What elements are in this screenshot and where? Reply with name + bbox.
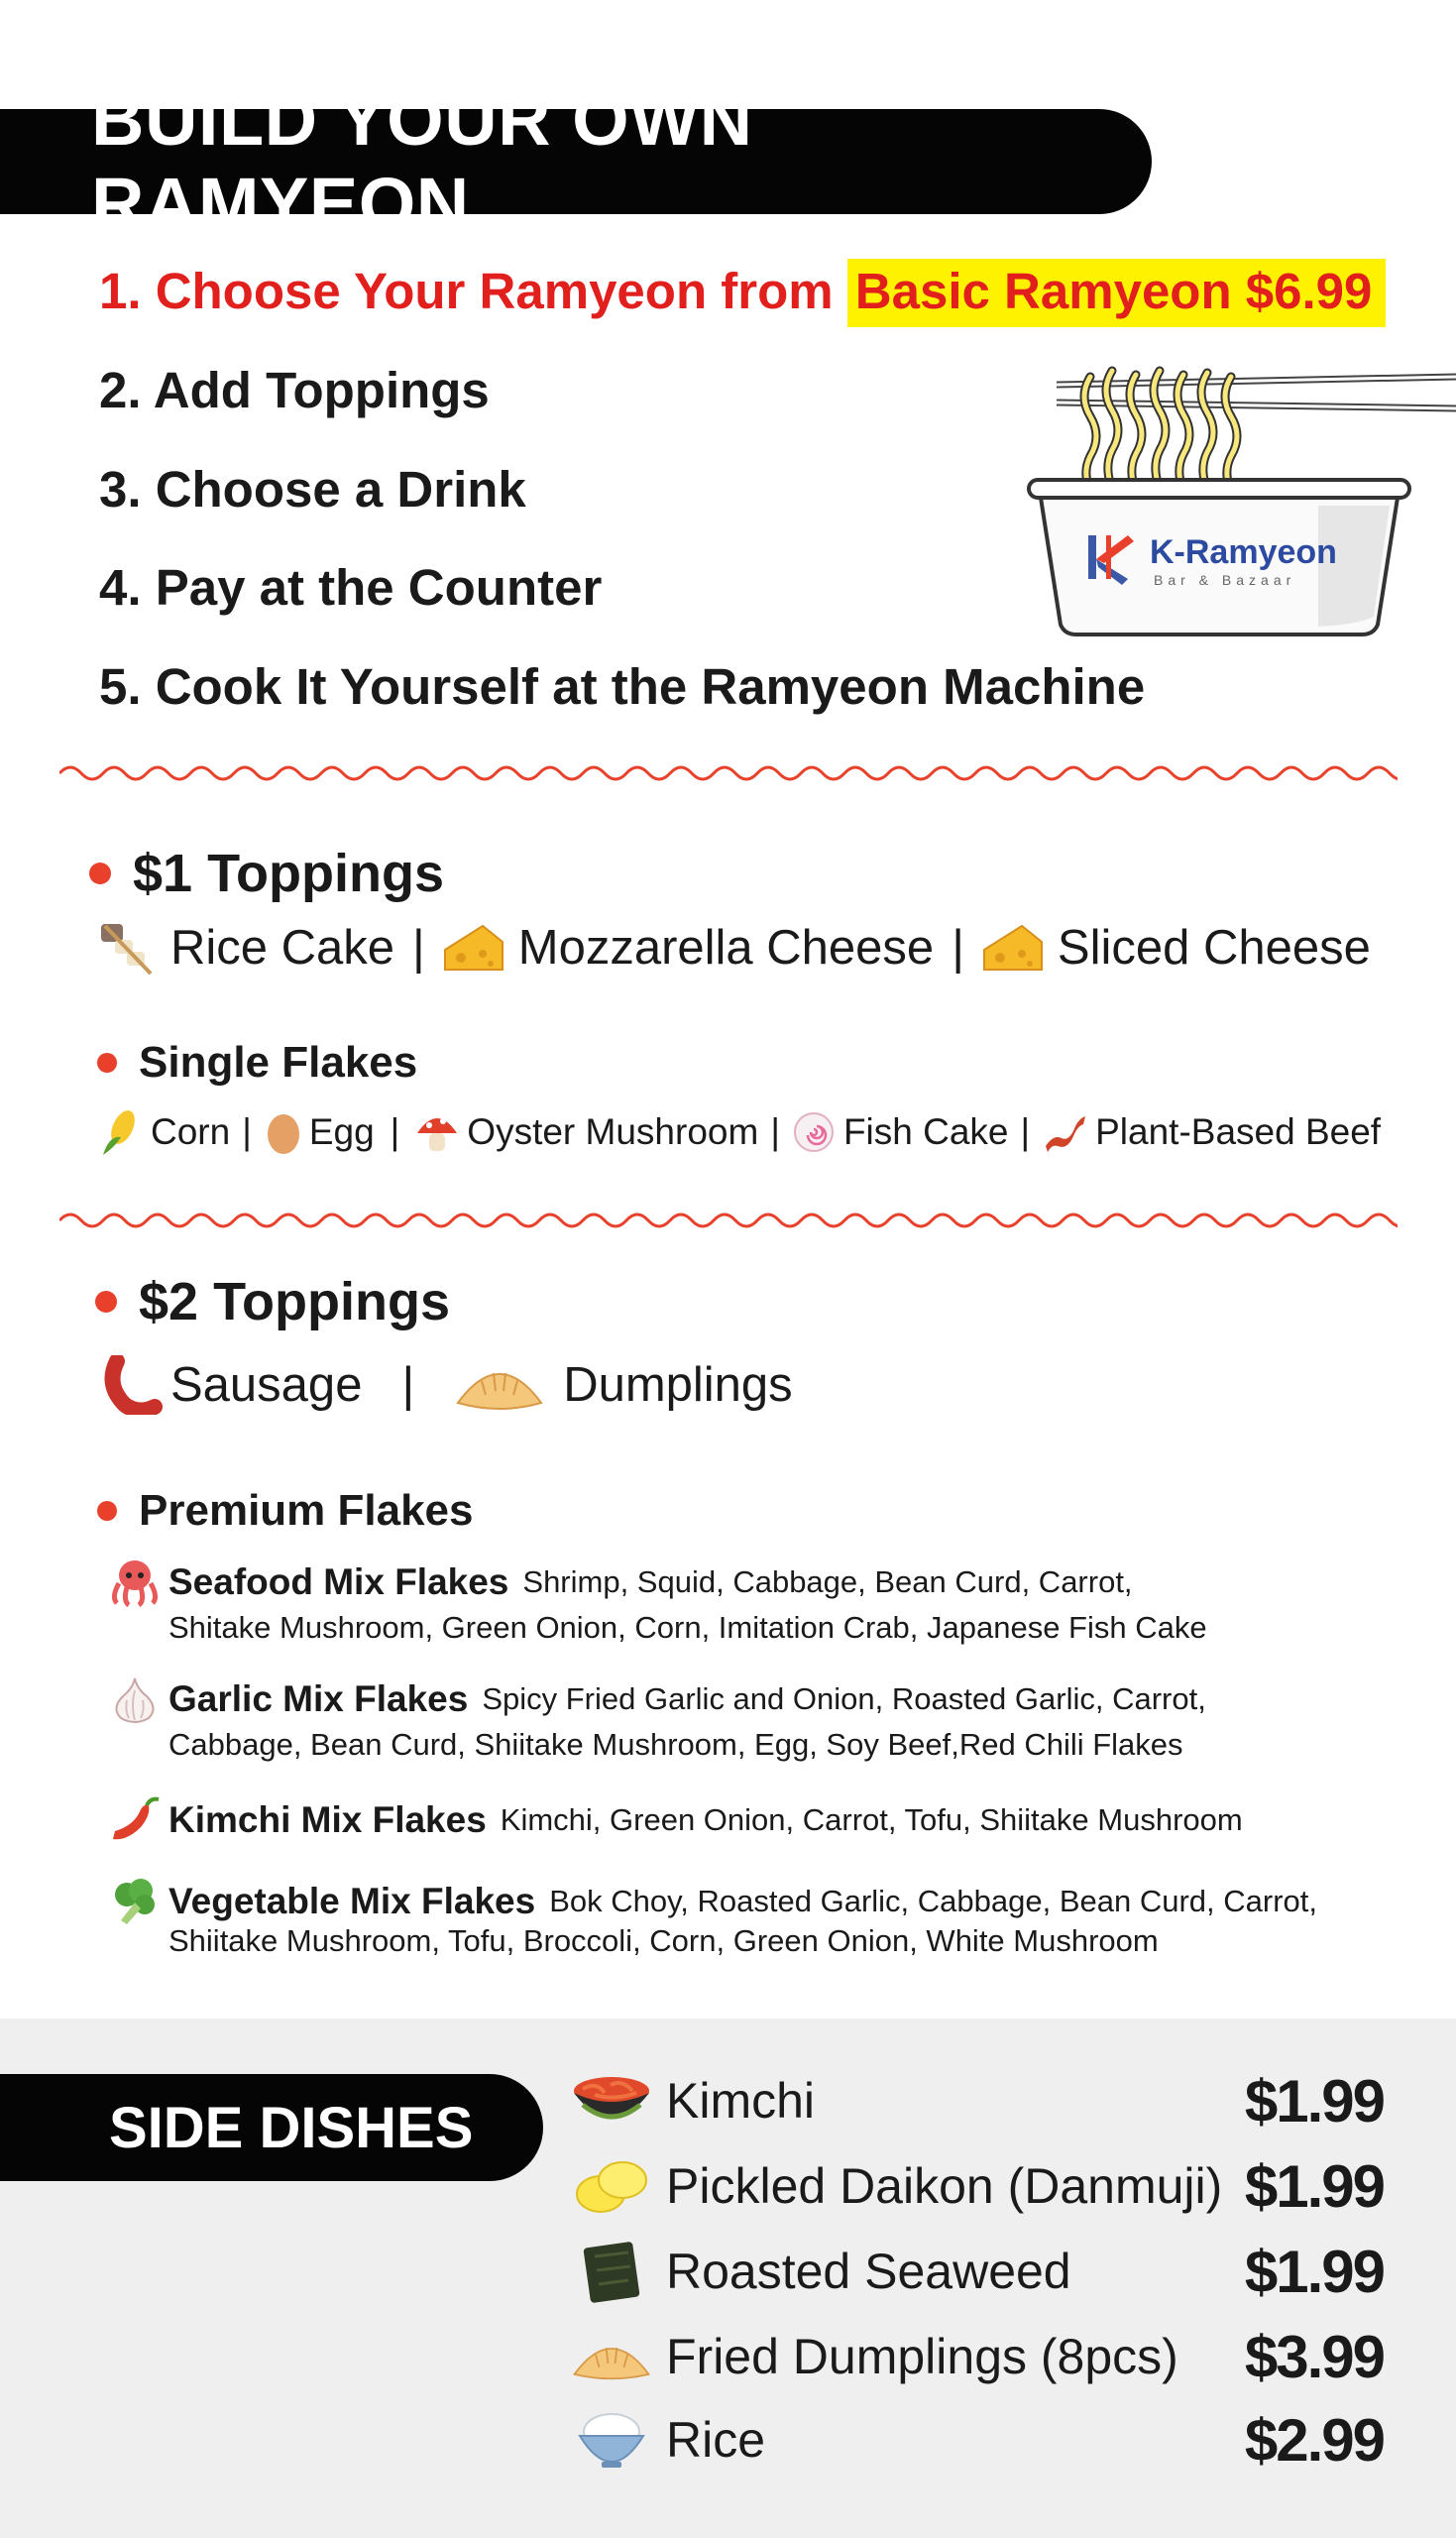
side-name: Rice [666,2412,766,2468]
side-name: Fried Dumplings (8pcs) [666,2329,1178,2384]
flake-oyster-mushroom: Oyster Mushroom [467,1111,759,1152]
logo-subtitle: Bar & Bazaar [1154,572,1296,588]
page-title: BUILD YOUR OWN RAMYEON [91,78,753,245]
single-flakes-heading: Single Flakes [139,1038,418,1087]
bullet-dot [89,863,111,884]
seafood-mix-flakes-desc: Shrimp, Squid, Cabbage, Bean Curd, Carrot, [522,1564,1133,1599]
toppings-2-heading-row [95,1267,450,1336]
sausage-icon [103,1355,163,1415]
toppings-1-list [97,916,1371,980]
bullet-dot [95,1291,117,1313]
title-banner [0,78,1152,245]
premium-flakes-heading-row [97,1481,474,1541]
kimchi-mix-flakes-title: Kimchi Mix Flakes [168,1799,487,1840]
side-price: $3.99 [1244,2323,1384,2390]
wave-divider [59,758,1398,788]
garlic-mix-flakes-desc: Spicy Fried Garlic and Onion, Roasted Garlic, Carrot, [482,1681,1206,1716]
step-1-text: 1. Choose Your Ramyeon from [99,263,834,319]
premium-flake-seafood [107,1557,1207,1646]
vegetable-mix-flakes-title: Vegetable Mix Flakes [168,1881,536,1921]
flake-plant-based-beef: Plant-Based Beef [1095,1111,1382,1152]
cheese-icon [443,920,504,976]
step-5: 5. Cook It Yourself at the Ramyeon Machine [99,658,1146,715]
separator: | [242,1111,252,1152]
side-price: $1.99 [1244,2067,1384,2134]
bullet-dot [97,1053,117,1073]
flake-fish-cake: Fish Cake [842,1111,1009,1152]
wave-divider [59,1206,1398,1235]
side-item-fried-dumplings [571,2314,1384,2399]
premium-flake-vegetable [107,1876,1317,1959]
bullet-dot [97,1501,117,1521]
flake-corn: Corn [151,1111,231,1152]
topping-dumplings: Dumplings [563,1358,793,1412]
flake-egg: Egg [308,1111,375,1152]
side-item-rice [571,2397,1384,2482]
rice-bowl-icon [571,2405,652,2475]
step-4: 4. Pay at the Counter [99,559,603,616]
toppings-1-heading: $1 Toppings [133,844,445,903]
side-price: $1.99 [1244,2152,1384,2220]
separator: | [412,921,425,975]
kimchi-mix-flakes-desc: Kimchi, Green Onion, Carrot, Tofu, Shiitake Mushroom [500,1802,1243,1837]
topping-sliced-cheese: Sliced Cheese [1057,921,1371,975]
fish-cake-icon [792,1110,836,1154]
pickled-daikon-icon [571,2151,652,2221]
corn-icon [99,1107,143,1157]
side-price: $1.99 [1244,2238,1384,2305]
cheese-icon [982,920,1044,976]
separator: | [952,921,964,975]
garlic-icon [107,1674,163,1724]
rice-cake-icon [97,918,157,978]
dumpling-icon [454,1355,545,1415]
topping-sausage: Sausage [170,1358,363,1412]
side-name: Roasted Seaweed [666,2244,1071,2299]
separator: | [401,1358,415,1412]
vegetable-mix-flakes-desc-cont: Shiitake Mushroom, Tofu, Broccoli, Corn, Green Onion, White Mushroom [168,1923,1159,1958]
kimchi-bowl-icon [571,2066,652,2135]
premium-flakes-heading: Premium Flakes [139,1486,474,1535]
topping-rice-cake: Rice Cake [170,921,395,975]
side-price: $2.99 [1244,2406,1384,2474]
ramyeon-bowl-icon [1021,357,1456,644]
dumpling-icon [571,2322,652,2391]
broccoli-icon [107,1877,163,1926]
bacon-icon [1042,1112,1087,1152]
step-1 [99,262,1386,320]
side-item-roasted-seaweed [571,2229,1384,2314]
step-2: 2. Add Toppings [99,362,490,418]
vegetable-mix-flakes-desc: Bok Choy, Roasted Garlic, Cabbage, Bean Curd, Carrot, [549,1884,1317,1918]
garlic-mix-flakes-title: Garlic Mix Flakes [168,1678,469,1719]
side-item-pickled-daikon [571,2143,1384,2229]
toppings-2-heading: $2 Toppings [139,1272,451,1331]
premium-flake-kimchi [107,1794,1243,1846]
toppings-2-list [103,1350,793,1420]
separator: | [390,1111,400,1152]
basic-ramyeon-price-highlight: Basic Ramyeon $6.99 [847,259,1387,327]
seaweed-icon [571,2237,652,2306]
mushroom-icon [415,1109,459,1155]
garlic-mix-flakes-desc-cont: Cabbage, Bean Curd, Shiitake Mushroom, Egg, Soy Beef,Red Chili Flakes [168,1727,1183,1762]
logo-name: K-Ramyeon [1150,533,1337,571]
side-item-kimchi [571,2058,1384,2143]
single-flakes-list [99,1106,1381,1158]
seafood-mix-flakes-title: Seafood Mix Flakes [168,1561,509,1602]
side-name: Pickled Daikon (Danmuji) [666,2158,1223,2214]
side-dishes-banner [0,2074,543,2181]
separator: | [1020,1111,1031,1152]
topping-mozzarella-cheese: Mozzarella Cheese [517,921,935,975]
seafood-mix-flakes-desc-cont: Shitake Mushroom, Green Onion, Corn, Imitation Crab, Japanese Fish Cake [168,1610,1207,1645]
chili-pepper-icon [107,1795,163,1845]
step-3: 3. Choose a Drink [99,461,526,518]
single-flakes-heading-row [97,1033,417,1093]
octopus-icon [107,1557,163,1607]
separator: | [770,1111,780,1152]
toppings-1-heading-row [89,839,444,908]
egg-icon [264,1108,303,1156]
side-name: Kimchi [666,2073,816,2129]
premium-flake-garlic [107,1673,1206,1763]
side-dishes-heading: SIDE DISHES [109,2095,474,2160]
